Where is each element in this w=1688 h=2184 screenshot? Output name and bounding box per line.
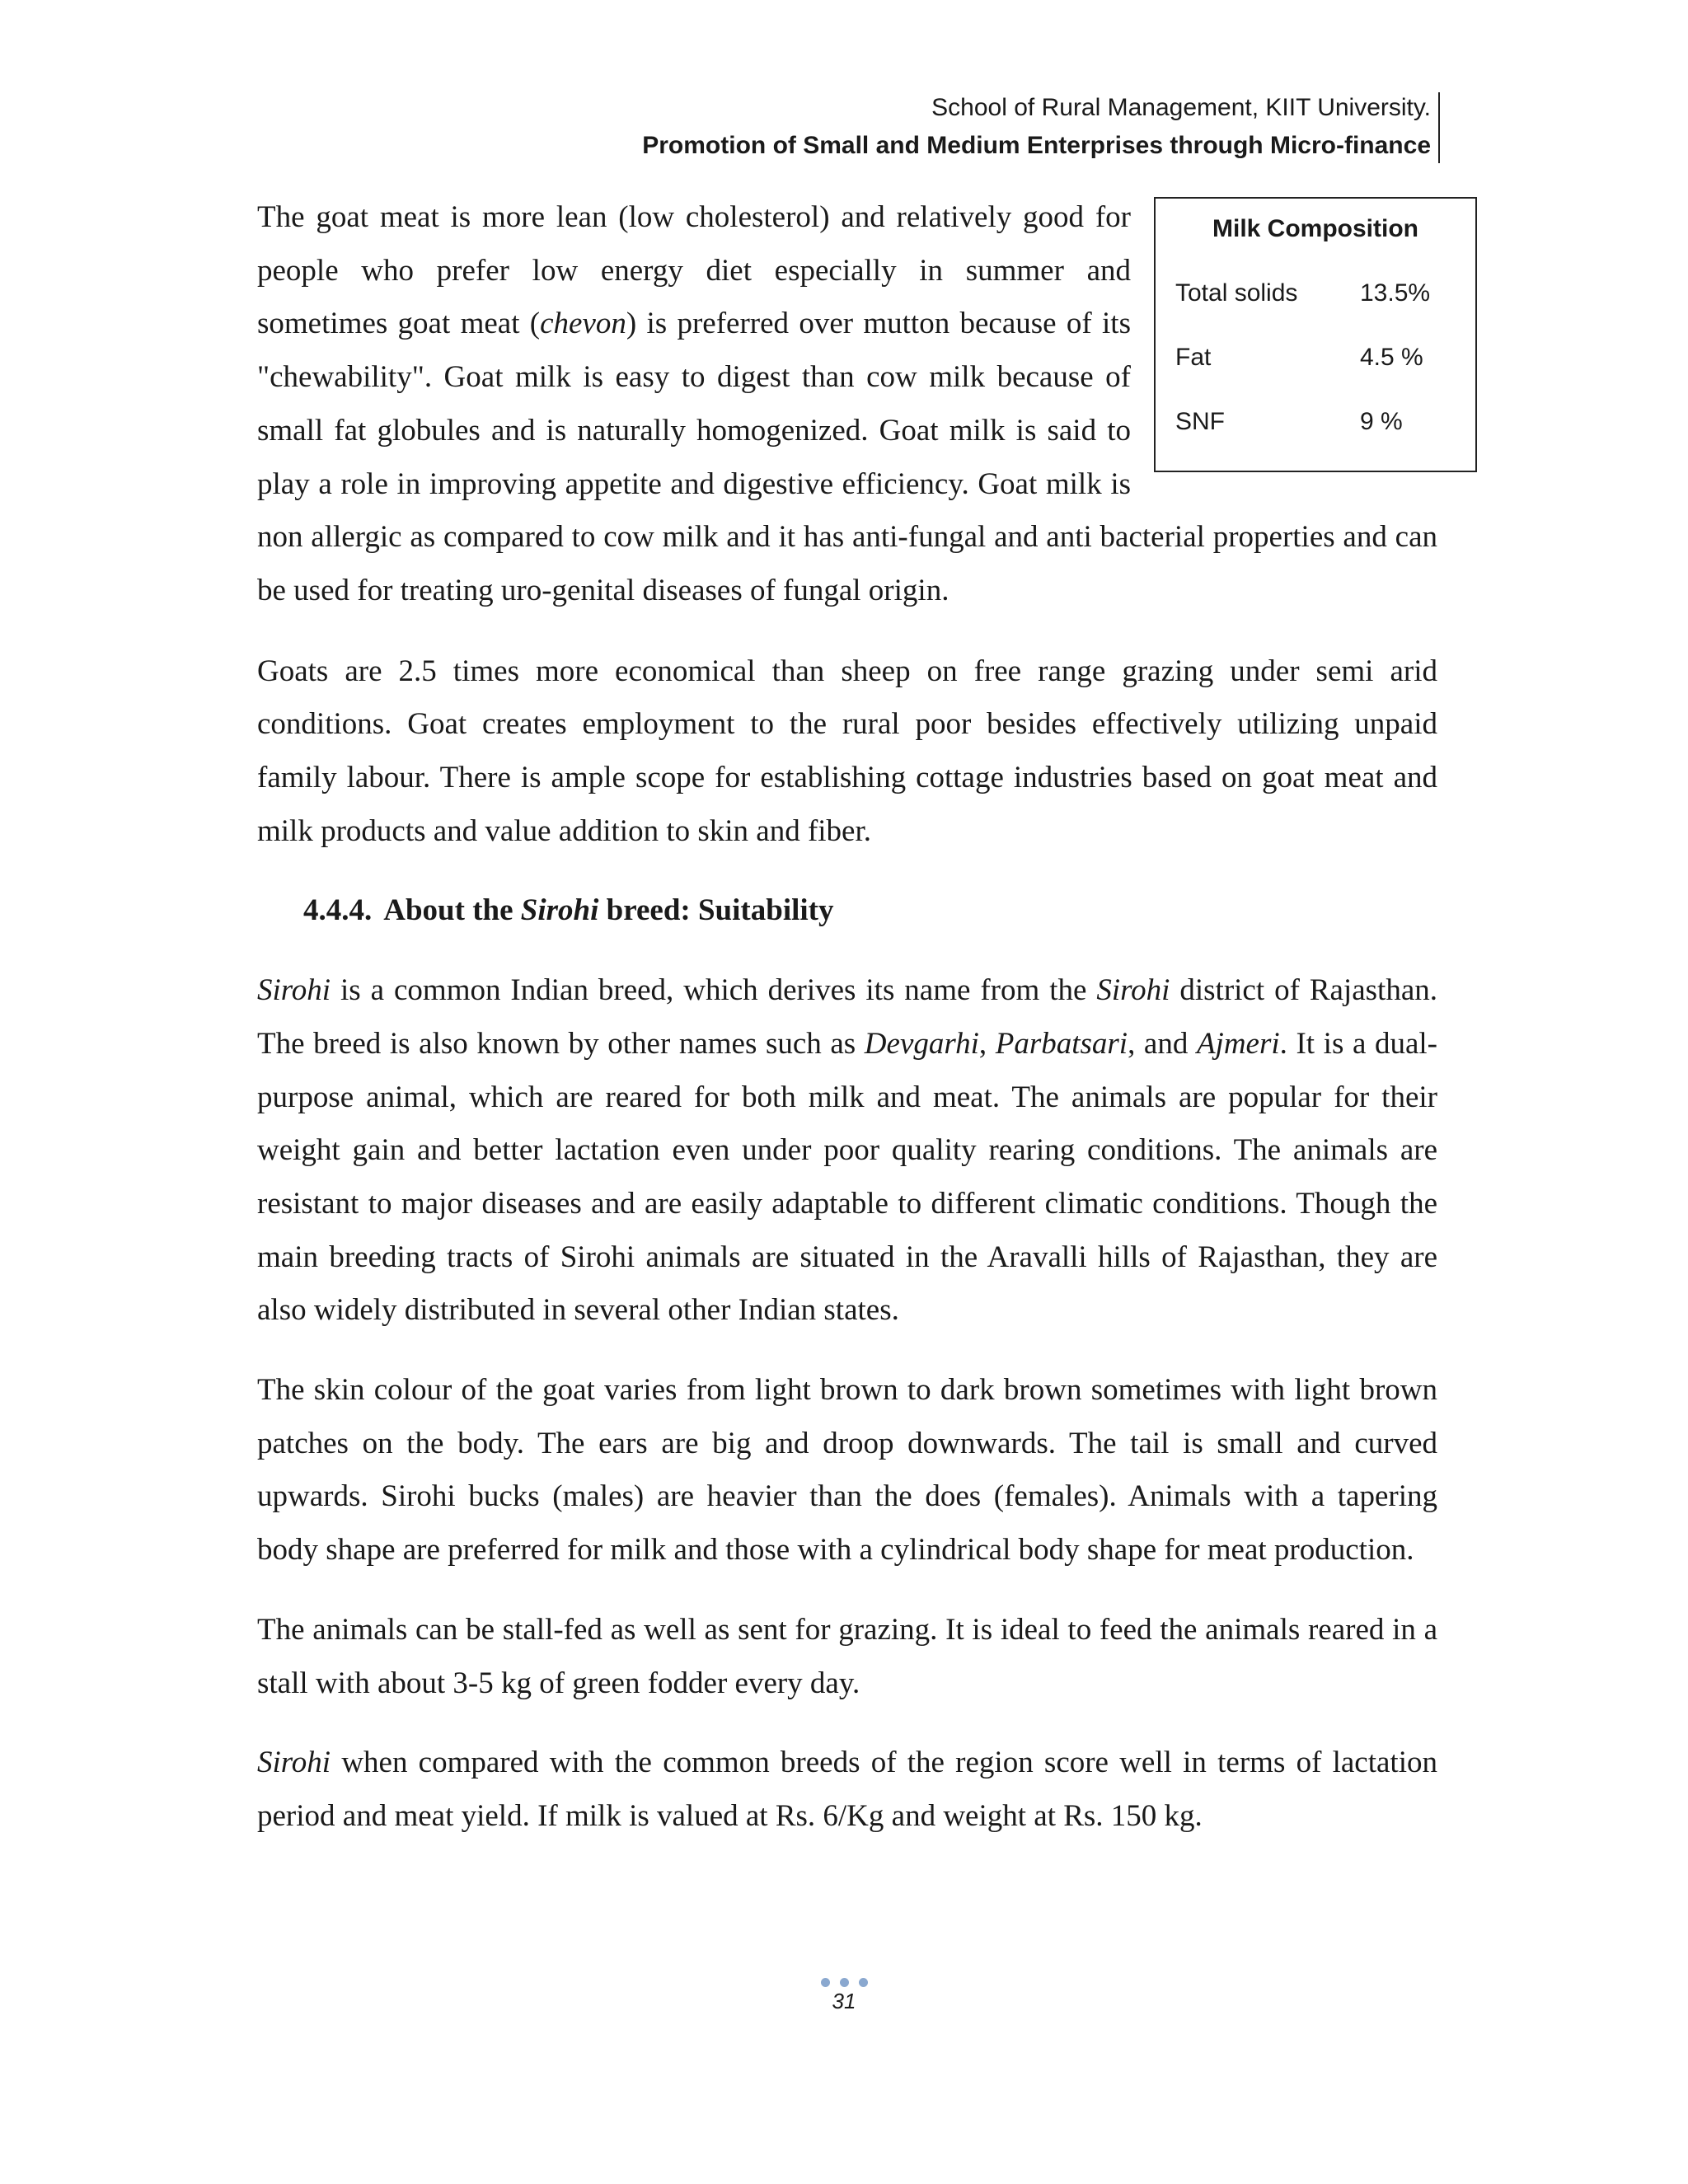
text-run: district of Rajasthan. The breed is also known by other names such as xyxy=(257,973,1437,1061)
milk-row-value: 13.5% xyxy=(1360,279,1431,307)
milk-row-total-solids xyxy=(1156,278,1475,309)
dot-icon xyxy=(821,1978,830,1987)
milk-row-snf xyxy=(1156,406,1475,438)
paragraph-skin-colour: The skin colour of the goat varies from light brown to dark brown sometimes with light brown patches on the body. The ears are big and droop downwards. The tail is small and curved upwards. Sirohi bucks (males) are heavier than the does (females). Animals with a tapering body shape are preferred for milk and those with a cylindrical body shape for meat production. xyxy=(257,1373,1437,1568)
paragraph-goat-meat-milk xyxy=(257,191,1437,618)
milk-row-label: Total solids xyxy=(1175,279,1298,307)
text-run: , xyxy=(978,1026,996,1061)
section-title-post: breed: Suitability xyxy=(598,893,834,928)
milk-composition-box xyxy=(1154,197,1477,472)
text-run: The goat meat is more lean (low cholesterol) and relatively good for people who prefer low energy diet especially in summer and sometimes goat meat ( xyxy=(257,200,1131,341)
text-run-italic: Sirohi xyxy=(257,1746,331,1780)
header-divider xyxy=(1438,92,1440,163)
section-number: 4.4.4. xyxy=(303,893,373,928)
text-run-italic: Devgarhi xyxy=(864,1026,979,1061)
paragraph-sirohi-breed xyxy=(257,964,1437,1338)
section-heading-sirohi xyxy=(257,884,1437,938)
dot-icon xyxy=(840,1978,849,1987)
milk-row-value: 4.5 % xyxy=(1360,344,1423,371)
page-number: 31 xyxy=(832,1989,856,2013)
text-run: ) is preferred over mutton because of its "chewability". Goat milk is easy to digest than cow milk because of small fat globules and is naturally homogenized. Goat milk is said to play a role in improving appetite and digestive efficiency. Goat milk is non allergic as compared to cow milk and it has anti-fungal and anti bacterial properties and can be used for treating uro-genital diseases of fungal origin. xyxy=(257,307,1437,607)
text-run: . It is a dual-purpose animal, which are reared for both milk and meat. The animals are popular for their weight gain and better lactation even under poor quality rearing conditions. The animals are resistant to major diseases and are easily adaptable to different climatic conditions. Though the main breeding tracts of Sirohi animals are situated in the Aravalli hills of Rajasthan, they are also widely distributed in several other Indian states. xyxy=(257,1026,1437,1328)
paragraph-comparison xyxy=(257,1736,1437,1843)
text-run-italic: Sirohi xyxy=(1096,973,1170,1008)
page-header xyxy=(642,89,1431,165)
text-run-italic: chevon xyxy=(540,307,626,341)
section-title-breed: Sirohi xyxy=(520,893,599,928)
paragraph-goat-economics: Goats are 2.5 times more economical than sheep on free range grazing under semi arid conditions. Goat creates employment to the rural poor besides effectively utilizing unpaid family labour. There is ample scope for establishing cottage industries based on goat meat and milk products and value addition to skin and fiber. xyxy=(257,654,1437,848)
milk-composition-title: Milk Composition xyxy=(1212,215,1418,242)
text-run-italic: Sirohi xyxy=(257,973,331,1008)
footer-dots-icon xyxy=(0,1978,1688,1987)
page-footer xyxy=(0,1978,1688,2014)
paragraph-feeding: The animals can be stall-fed as well as sent for grazing. It is ideal to feed the animals reared in a stall with about 3-5 kg of green fodder every day. xyxy=(257,1612,1437,1700)
text-run-italic: Ajmeri xyxy=(1196,1026,1280,1061)
header-project-title: Promotion of Small and Medium Enterprises through Micro-finance xyxy=(642,132,1431,159)
text-run: is a common Indian breed, which derives its name from the xyxy=(331,973,1097,1008)
header-institution: School of Rural Management, KIIT University. xyxy=(931,94,1431,121)
milk-row-value: 9 % xyxy=(1360,408,1403,435)
text-run: , and xyxy=(1128,1026,1197,1061)
text-run-italic: Parbatsari xyxy=(995,1026,1128,1061)
milk-row-fat xyxy=(1156,342,1475,373)
milk-row-label: Fat xyxy=(1175,344,1212,371)
dot-icon xyxy=(859,1978,868,1987)
milk-row-label: SNF xyxy=(1175,408,1225,435)
section-title-pre: About the xyxy=(383,893,521,928)
body-text xyxy=(257,191,1437,1844)
text-run: when compared with the common breeds of the region score well in terms of lactation period and meat yield. If milk is valued at Rs. 6/Kg and weight at Rs. 150 kg. xyxy=(257,1746,1437,1833)
